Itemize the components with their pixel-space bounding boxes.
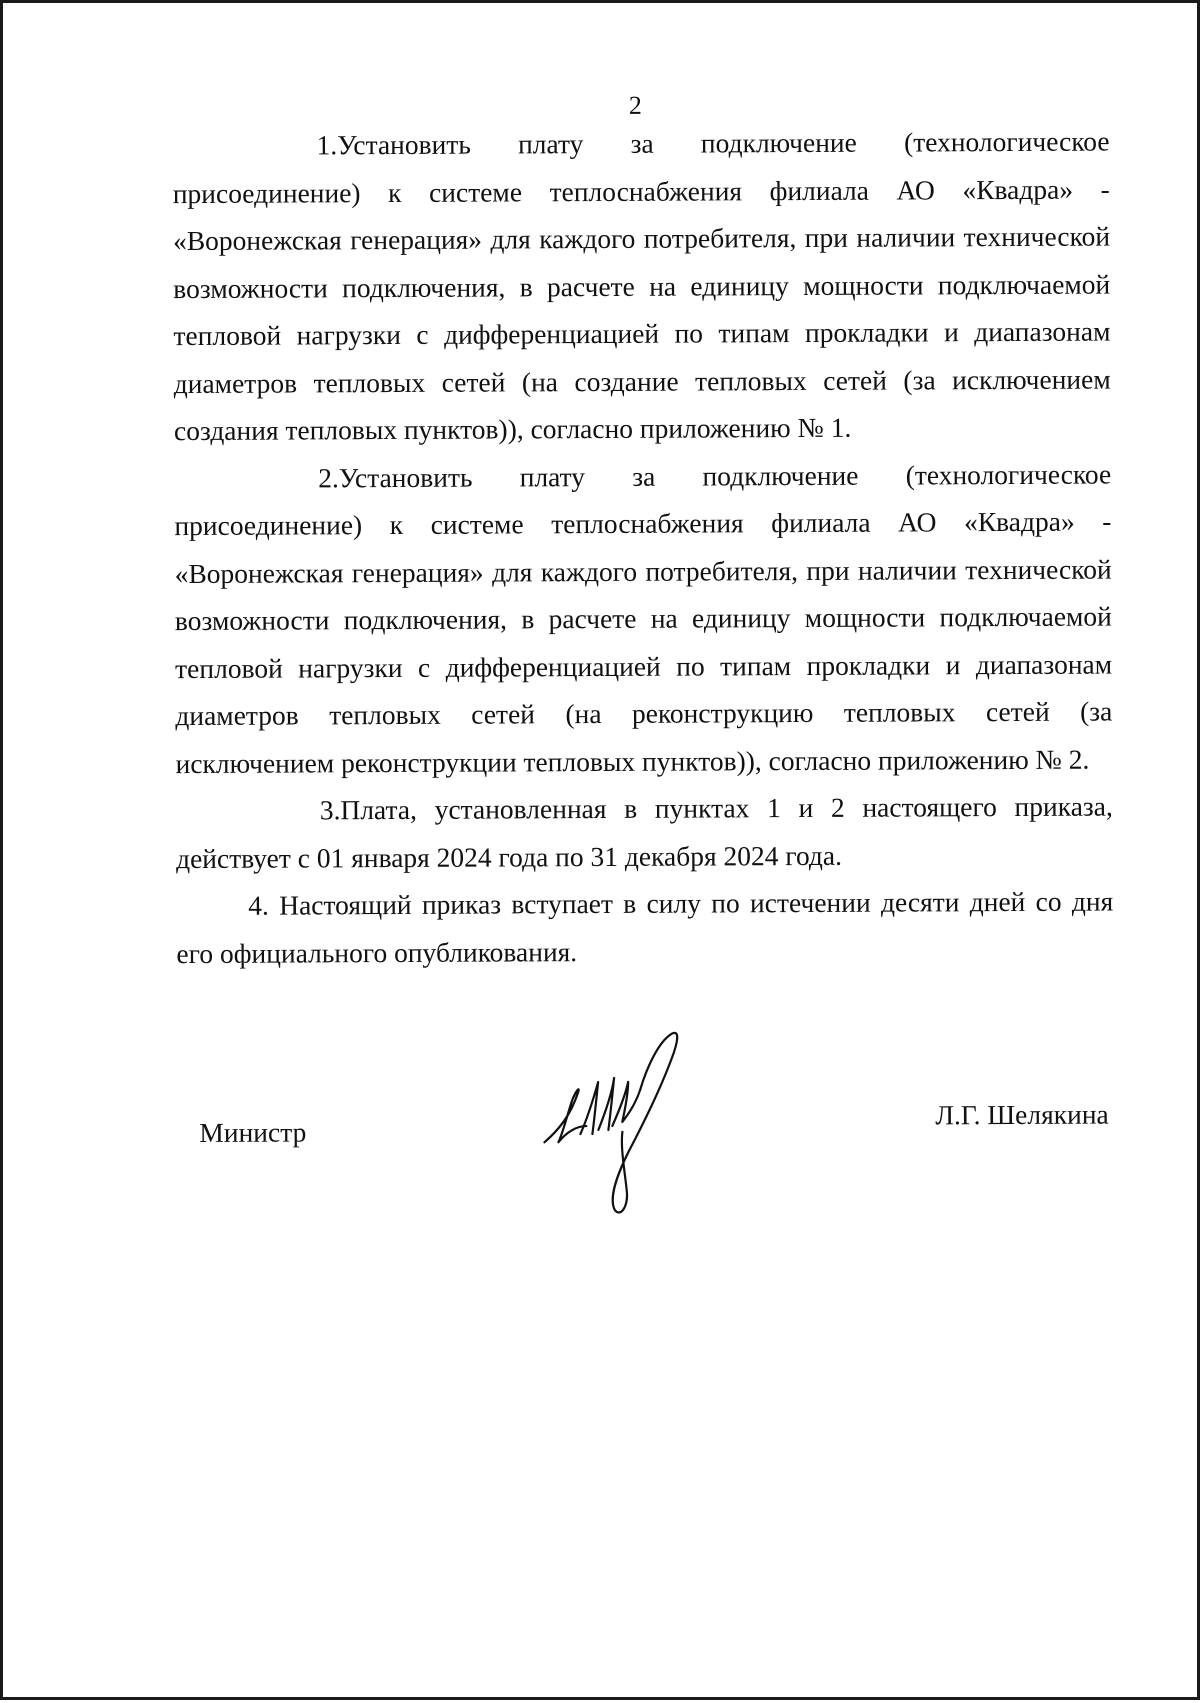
signatory-name: Л.Г. Шелякина bbox=[935, 1098, 1109, 1131]
handwritten-signature bbox=[536, 1029, 717, 1220]
paragraph-text: Установить плату за подключение (технологическое присоединение) к системе теплоснабжения филиала АО «Квадра» - «Воронежская генерация» для каждого потребителя, при наличии технической возможности подключения, в расчете на единицу мощности подключаемой тепловой нагрузки с дифференциацией по типам прокладки и диапазонам диаметров тепловых сетей (на реконструкцию тепловых сетей (за исключением реконструкции тепловых пунктов)), согласно приложению № 2. bbox=[174, 457, 1113, 779]
paragraph-number: 3. bbox=[319, 794, 341, 826]
signatory-title: Министр bbox=[199, 1116, 307, 1148]
paragraph-text: Установить плату за подключение (технологическое присоединение) к системе теплоснабжения филиала АО «Квадра» - «Воронежская генерация» для каждого потребителя, при наличии технической возможности подключения, в расчете на единицу мощности подключаемой тепловой нагрузки с дифференциацией по типам прокладки и диапазонам диаметров тепловых сетей (на создание тепловых сетей (за исключением создания тепловых пунктов)), согласно приложению № 1. bbox=[172, 125, 1111, 447]
page-number: 2 bbox=[628, 90, 642, 120]
paragraph-text: Плата, установленная в пунктах 1 и 2 настоящего приказа, действует с 01 января 2024 года по 31 декабря 2024 года. bbox=[175, 790, 1113, 874]
paragraph-number: 2. bbox=[318, 461, 339, 493]
paragraph-text: 4. Настоящий приказ вступает в силу по истечении десяти дней со дня его официального опубликования. bbox=[176, 885, 1114, 969]
paragraph-number: 1. bbox=[316, 129, 338, 161]
